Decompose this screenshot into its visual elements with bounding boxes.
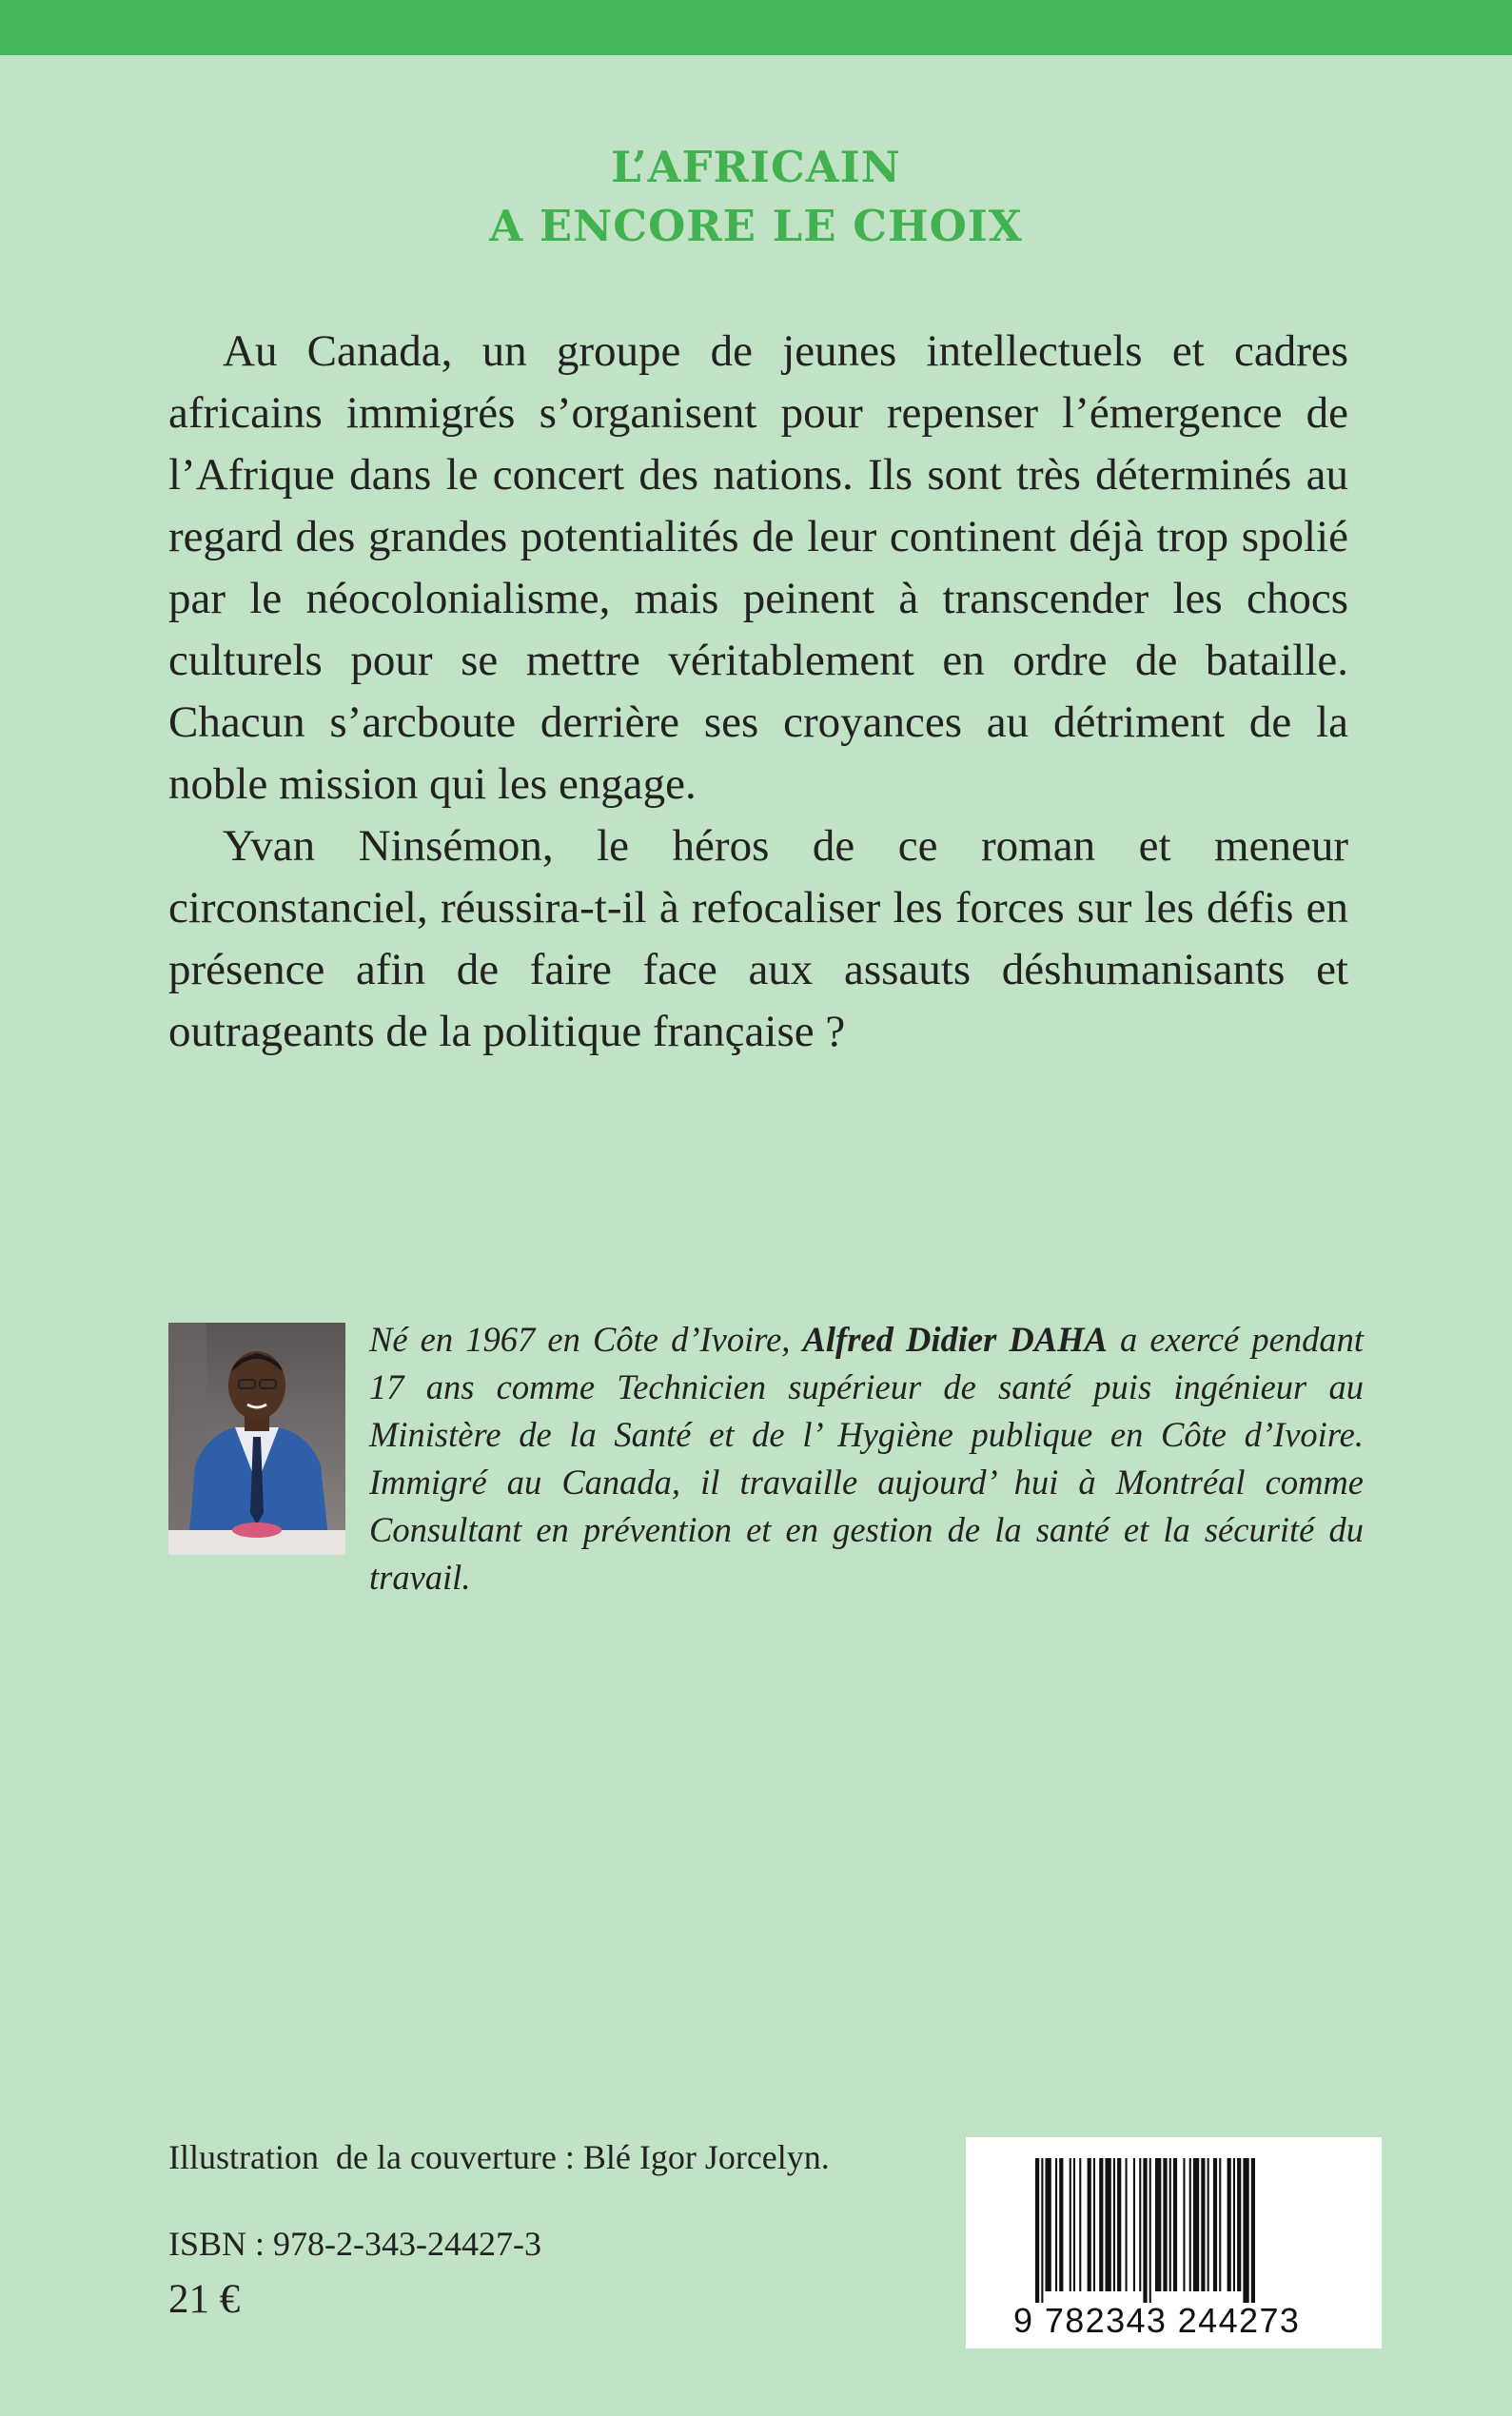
barcode-bars — [1035, 2158, 1330, 2303]
barcode-bar — [1055, 2158, 1057, 2291]
author-bio-details: a exercé pendant 17 ans comme Technicien supérieur de santé puis ingénieur au Ministère de la Santé et de l’ Hygiène publique en Côte d’Ivoire. Immigré au Canada, il travaille aujourd’ hui à Montréal comme Consultant en prévention et en gestion de la santé et la sécurité du travail. — [369, 1320, 1364, 1597]
barcode-bar — [1113, 2158, 1115, 2291]
barcode-bar — [1189, 2158, 1191, 2291]
barcode-bar — [1155, 2158, 1161, 2291]
barcode-bar — [1243, 2158, 1248, 2303]
back-cover-blurb — [168, 321, 1348, 1063]
barcode-bar — [1088, 2158, 1091, 2291]
barcode-bar — [1070, 2158, 1071, 2291]
barcode-bar — [1193, 2158, 1199, 2291]
barcode-bar — [1059, 2158, 1063, 2291]
barcode-bar — [1169, 2158, 1171, 2291]
book-title-line-2: A ENCORE LE CHOIX — [489, 201, 1023, 251]
barcode-bar — [1073, 2158, 1075, 2291]
cover-illustration-credit: Illustration de la couverture : Blé Igor Jorcelyn. — [168, 2138, 830, 2176]
barcode-bar — [1251, 2158, 1255, 2303]
barcode-number: 9 782343 244273 — [1013, 2301, 1301, 2340]
barcode-bar — [1046, 2158, 1051, 2291]
blurb-paragraph-1: Au Canada, un groupe de jeunes intellectuels et cadres africains immigrés s’organisent pour repenser l’émergence de l’Afrique dans le concert des nations. Ils sont très déterminés au regard des grandes potentialités de leur continent déjà trop spolié par le néocolonialisme, mais peinent à transcender les chocs culturels pour se mettre véritablement en ordre de bataille. Chacun s’arcboute derrière ses croyances au détriment de la noble mission qui les engage. — [168, 326, 1348, 809]
barcode-bar — [1233, 2158, 1235, 2291]
barcode-bar — [1201, 2158, 1205, 2291]
top-color-band — [0, 0, 1512, 55]
barcode-bar — [1213, 2158, 1217, 2291]
barcode-bar — [1099, 2158, 1103, 2291]
barcode-bar — [1093, 2158, 1095, 2291]
barcode-bar — [1173, 2158, 1177, 2291]
book-title-line-1: L’AFRICAIN — [611, 142, 901, 192]
barcode-bar — [1079, 2158, 1081, 2291]
barcode-bar — [1237, 2158, 1241, 2291]
barcode-bar — [1149, 2158, 1151, 2303]
barcode-bar — [1183, 2158, 1185, 2291]
author-name: Alfred Didier DAHA — [802, 1320, 1108, 1359]
blurb-paragraph-2: Yvan Ninsémon, le héros de ce roman et meneur circonstanciel, réussira-t-il à refocaliser les forces sur les défis en présence afin de faire face aux assauts déshumanisants et outrageants de la politique française ? — [168, 821, 1348, 1056]
author-photo — [168, 1323, 345, 1555]
barcode-bar — [1227, 2158, 1231, 2291]
barcode-bar — [1143, 2158, 1147, 2303]
book-title — [0, 138, 1512, 256]
author-bio — [369, 1316, 1364, 1601]
barcode-bar — [1219, 2158, 1221, 2291]
barcode-bar — [1041, 2158, 1043, 2303]
isbn: ISBN : 978-2-343-24427-3 — [168, 2225, 541, 2263]
barcode-bar — [1139, 2158, 1141, 2291]
price: 21 € — [168, 2277, 241, 2322]
barcode-bar — [1035, 2158, 1039, 2303]
barcode — [966, 2137, 1382, 2348]
barcode-bar — [1163, 2158, 1167, 2291]
barcode-bar — [1126, 2158, 1128, 2291]
barcode-bar — [1133, 2158, 1135, 2291]
author-bio-intro: Né en 1967 en Côte d’Ivoire, — [369, 1320, 803, 1359]
barcode-bar — [1117, 2158, 1121, 2291]
barcode-bar — [1106, 2158, 1111, 2291]
barcode-bar — [1208, 2158, 1209, 2291]
